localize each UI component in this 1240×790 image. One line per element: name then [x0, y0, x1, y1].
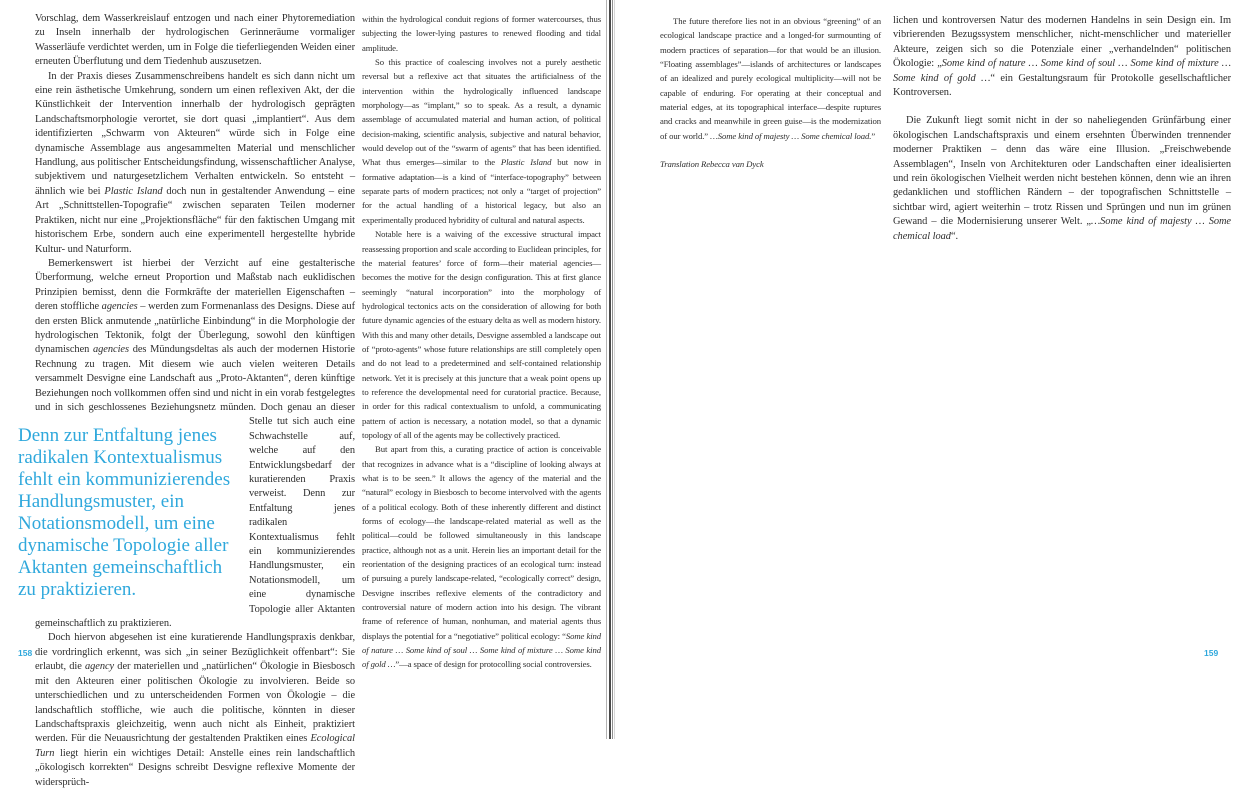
- page-number: 159: [1204, 648, 1219, 658]
- page-number: 158: [18, 648, 33, 658]
- page-gutter-line: [612, 0, 613, 739]
- english-text-column-left: [362, 12, 601, 672]
- paragraph: lichen und kontroversen Natur des modernen Handelns in sein Design ein. Im vibrierenden Bezugssystem menschlicher, nicht-menschlicher und materieller Akteure, zeigen sich so die Potenziale einer „verhandelnden“ politischen Ökologie: „Some kind of nature … Some kind of soul … Some kind of mixture … Some kind of gold …“ ein Gestaltungsraum für Protokolle gesellschaftlicher Kontroversen.: [893, 15, 1231, 99]
- paragraph: The future therefore lies not in an obvious “greening” of an ecological landscape practice and a longed-for surmounting of modern practices of separation—for that would be an illusion. “Floating assemblages”—islands of architectures or landscapes of an idealized and purely ecological multiplicity—will not be capable of enduring. For operating at their conceptual and material edges, at its topographical interface—despite ruptures and cracks and meanwhile in green guise—is the modernization of our world.” …Some kind of majesty … Some chemical load.”: [660, 16, 881, 141]
- german-text-column-right: [893, 14, 1231, 244]
- page-gutter-line: [609, 0, 611, 739]
- paragraph: within the hydrological conduit regions of former watercourses, thus subjecting the lower-lying pastures to renewed flooding and tidal amplitude.: [362, 14, 601, 53]
- paragraph-text: Bemerkenswert ist hierbei der Verzicht auf eine gestalterische Überformung, welche erneut Proportion und Maßstab nach euklidischen Prinzipien bemisst, denn die Formkräfte der materiellen Eigenschaften – deren stoffliche agencies – werden zum Formenanlass des Designs. Diese auf den ersten Blick anmutende „natürliche Einbindung“ in die Morphologie der hydrologischen Tektonik, folgt der Überlegung, sowohl den künftigen dynamischen agencies des Mündungsdeltas als auch der modernen Historie Rechnung zu tragen. Mit diesem wie auch vielen weiteren Details versammelt Desvigne eine Landschaft aus „Proto-Aktanten“, deren künftige Beziehungen noch vollkommen offen sind und nicht in ein vorab festgelegtes und in sich geschlossenes Beziehungsnetz münden. Doch genau an: [35, 257, 355, 413]
- paragraph: [18, 257, 355, 632]
- paragraph: So this practice of coalescing involves not a purely aesthetic reversal but a reflexive act that situates the artificialness of the intervention within the hydrologically influenced landscape morphology—as “implant,” so to speak. As a result, a dynamic assemblage of accumulated material and human action, of political decision-making, scientific analysis, subjective and natural behavior, would develop out of the “swarm of agents” that has been identified. What thus emerges—similar to the Plastic Island but now in formative adaptation—is a kind of “interface-topography” between separate parts of modern practices; not only a “target of projection” for the actual handling of a historical legacy, but also an experimentally produced hybridity of cultural and natural aspects.: [362, 57, 601, 225]
- pull-quote: Denn zur Entfaltung jenes radikalen Kontextualismus fehlt ein kommunizierendes Handlungsmuster, ein Notationsmodell, um eine dynamische Topologie aller Aktanten gemeinschaftlich zu praktizieren.: [18, 425, 231, 601]
- paragraph: Doch hiervon abgesehen ist eine kuratierende Handlungspraxis denkbar, die vordringlich erkennt, was sich „in seiner Bezüglichkeit offenbart“: Sie erlaubt, die agency der materiellen und „natürlichen“ Ökologie in Biesbosch mit den Akteuren einer politischen Ökologie zu involvieren. Beide so unterschiedlichen und zu unterscheidenden Formen von Ökologie – die landschaftlich stoffliche, wie auch die politische, könnten in dieser Landschaftspraxis gleichzeitig, wenn auch nicht als Einheit, praktiziert werden. Für die Neuausrichtung der gestaltenden Praktiken eines Ecological Turn liegt hierin ein wichtiges Detail: Anstelle eines rein landschaftlich „ökologisch korrekten“ Designs schreibt Desvigne reflexive Momente der widersprüch-: [35, 632, 356, 788]
- paragraph: But apart from this, a curating practice of action is conceivable that recognizes in advance what is a “discipline of looking always at what is to be seen.” It allows the agency of the material and the “natural” ecology in Biesbosch to become intervolved with the agents of a political ecology. Both of these inherently different and distinct forms of ecology—the landscape-related material as well as the political—could be followed simultaneously in this landscape practice, although not as a unit. Herein lies an important detail for the reorientation of the designing practices of an ecological turn: instead of pursuing a purely landscape-related, “ecologically correct” design, Desvigne inscribes reflexive elements of the contradictory and controversial nature of modern action into his design. The vibrant frame of reference of human, nonhuman, and material agents thus displays the potential for a “negotiative” political ecology: “Some kind of nature … Some kind of soul … Some kind of mixture … Some kind of gold …”—a space of design for protocolling social controversies.: [362, 444, 601, 670]
- paragraph: Die Zukunft liegt somit nicht in der so naheliegenden Grünfärbung einer ökologischen Landschaftspraxis und einem ersehnten Überwinden trennender moderner Praktiken – denn das wäre eine Illusion. „Freischwebende Assemblagen“, Inseln von Architekturen oder Landschaften einer idealisierten und rein ökologischen Vielheit werden nicht bestehen können, denn wie an ihren gedanklichen und stofflichen Rändern – der topografischen Schnittstelle – sichtbar wird, agiert weiterhin – trotz Rissen und Sprüngen und nun im grünen Gewand – die Modernisierung unserer Welt. „…Some kind of majesty … Some chemical load“.: [893, 115, 1231, 242]
- paragraph-text: dieser Stelle tut sich auch eine Schwachstelle auf, welche auf den Entwicklungsbedarf der kuratierenden Praxis verweist. Denn zur Entfaltung jenes radikalen Kontextualismus fehlt ein kommunizierendes Handlungsmuster, ein Notationsmodell, um eine dynamische Topologie aller Aktanten gemeinschaftlich zu praktizieren.: [35, 401, 355, 630]
- paragraph: Vorschlag, dem Wasserkreislauf entzogen und nach einer Phytoremediation zu Inseln innerhalb der hydrologischen Gerinneräume vormaliger Wasserläufe verdichtet werden, um in Folge die tieferliegenden Weiden einer erneuten Überflutung und dem Tiedenhub auszusetzen.: [35, 13, 355, 68]
- english-text-column-right: [660, 14, 881, 171]
- page-gutter-line: [614, 0, 615, 739]
- translation-credit: Translation Rebecca van Dyck: [660, 159, 764, 170]
- paragraph: In der Praxis dieses Zusammenschreibens handelt es sich dann nicht um eine rein ästhetische Umkehrung, sondern um einen reflexiven Akt, der die Künstlichkeit der Intervention innerhalb der hydrologisch geprägten Landschaftsmorphologie verortet, sie dort quasi „implantiert“. Aus dem identifizierten „Schwarm von Akteuren“ würde sich in Folge eine dynamische Assemblage aus angesammelten Material und menschlicher Handlung, aus politischer Entscheidungsfindung, wissenschaftlicher Analyse, subjektivem und naturgesetzlichem Verhalten entwickeln. So entsteht – ähnlich wie bei Plastic Island doch nun in gestaltender Anwendung – eine Art „Schnittstellen-Topografie“ zwischen separaten Teilen moderner Praktiken, nicht nur eine „Projektionsfläche“ für den faktischen Umgang mit historischem Erbe, sondern auch eine experimentell hergestellte hybride Kultur- und Naturform.: [35, 70, 355, 255]
- paragraph: Notable here is a waiving of the excessive structural impact reassessing proportion and scale according to Euclidean principles, for the material features’ force of form—their material agencies—becomes the motive for the design configuration. This at first glance seemingly “natural incorporation” into the morphology of hydrological tectonics acts on the consideration of allowing for both future dynamic agencies of the estuary delta as well as modern history. With this and many other details, Desvigne assembled a landscape out of “proto-agents” whose future relationships are still completely open and do not lead to a predetermined and self-contained relationship network. Yet it is precisely at this juncture that a weak point opens up to reference the developmental need for curatorial practice. Because, in order for this radical contextualism to unfold, a communicating pattern of action is necessary, a notation model, so that a dynamic topology of all of the agents may be collectively practiced.: [362, 229, 601, 440]
- page-gutter-line: [606, 0, 607, 739]
